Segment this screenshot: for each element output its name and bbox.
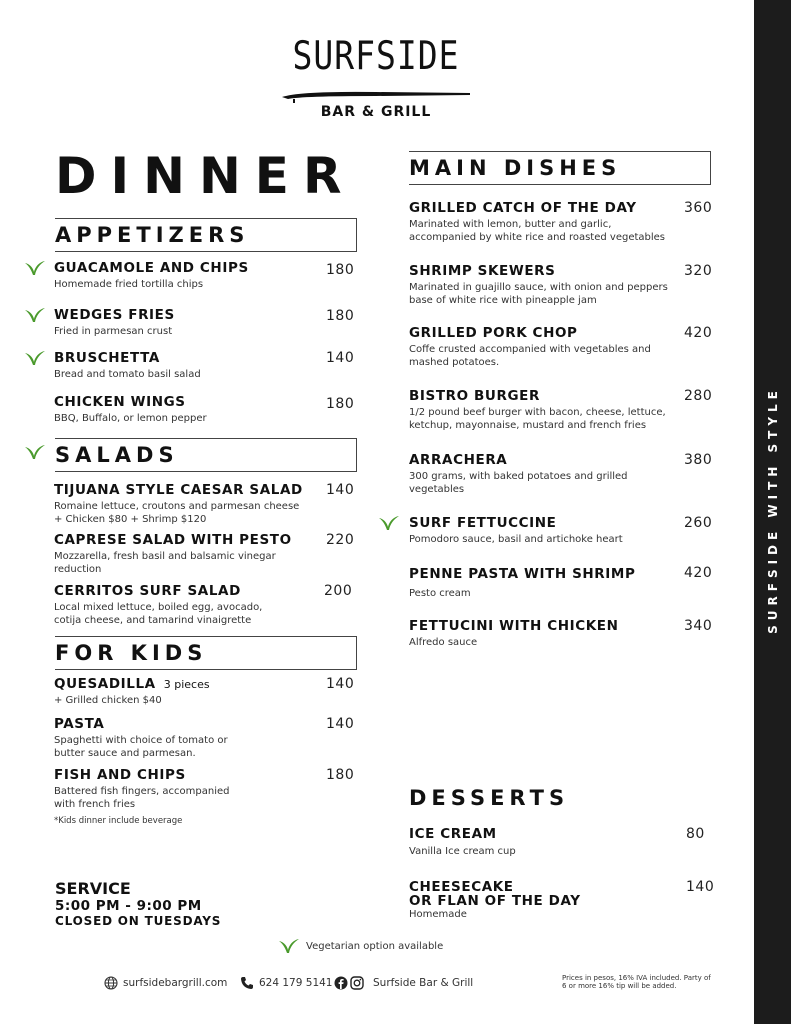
item-price: 180	[326, 396, 355, 412]
logo-title: SURFSIDE	[292, 32, 460, 79]
leaf-icon	[24, 444, 46, 460]
sidebar-band	[754, 0, 791, 1024]
item-price: 140	[686, 879, 715, 895]
menu-item	[54, 532, 292, 576]
item-name: WEDGES FRIES	[54, 307, 175, 323]
item-name: GRILLED PORK CHOP	[409, 325, 578, 341]
menu-item	[409, 325, 651, 369]
phone-text: 624 179 5141	[259, 977, 333, 989]
item-name: PENNE PASTA WITH SHRIMP	[409, 566, 636, 582]
menu-item	[54, 394, 207, 425]
menu-item	[409, 826, 516, 858]
menu-item	[54, 260, 249, 291]
menu-item	[409, 515, 623, 546]
item-price: 140	[326, 676, 355, 692]
menu-item	[409, 452, 628, 496]
pricing-fine-print: Prices in pesos, 16% IVA included. Party of 6 or more 16% tip will be added.	[562, 974, 711, 990]
item-name: TIJUANA STYLE CAESAR SALAD	[54, 482, 303, 498]
item-name: BISTRO BURGER	[409, 388, 540, 404]
item-description: Homemade	[409, 909, 467, 920]
item-price: 360	[684, 200, 713, 216]
item-description: 1/2 pound beef burger with bacon, cheese, lettuce,	[409, 407, 666, 418]
page-title: DINNER	[55, 147, 356, 205]
item-name: ARRACHERA	[409, 452, 508, 468]
item-description: BBQ, Buffalo, or lemon pepper	[54, 413, 207, 424]
item-description: Pesto cream	[409, 588, 471, 599]
item-name: CERRITOS SURF SALAD	[54, 583, 241, 599]
menu-item	[409, 880, 581, 921]
item-price: 180	[326, 308, 355, 324]
item-name: CHICKEN WINGS	[54, 394, 186, 410]
item-note: 3 pieces	[163, 678, 210, 691]
instagram-icon[interactable]	[350, 976, 364, 990]
phone-icon	[240, 976, 254, 990]
item-price: 320	[684, 263, 713, 279]
menu-item	[409, 618, 619, 649]
item-description: reduction	[54, 564, 102, 575]
item-price: 180	[326, 767, 355, 783]
leaf-icon	[24, 260, 46, 276]
menu-item	[54, 307, 175, 338]
menu-item	[54, 482, 303, 526]
main-dishes-heading: MAIN DISHES	[409, 151, 711, 185]
item-price: 260	[684, 515, 713, 531]
leaf-icon	[378, 515, 400, 531]
item-description: Coffe crusted accompanied with vegetables and	[409, 344, 651, 355]
item-description: with french fries	[54, 799, 136, 810]
item-name: FISH AND CHIPS	[54, 767, 186, 783]
item-name: GRILLED CATCH OF THE DAY	[409, 200, 637, 216]
item-description: Spaghetti with choice of tomato or	[54, 735, 228, 746]
item-description: butter sauce and parmesan.	[54, 748, 196, 759]
service-hours-block	[55, 880, 221, 928]
vegetarian-legend-text: Vegetarian option available	[306, 940, 444, 952]
item-description: vegetables	[409, 484, 465, 495]
leaf-icon	[24, 350, 46, 366]
item-description: accompanied by white rice and roasted vegetables	[409, 232, 666, 243]
menu-item	[409, 200, 665, 244]
item-description: Alfredo sauce	[409, 637, 478, 648]
item-price: 420	[684, 565, 713, 581]
sidebar-slogan: SURFSIDE WITH STYLE	[765, 386, 780, 634]
logo-subtitle: BAR & GRILL	[320, 104, 432, 120]
item-description: 300 grams, with baked potatoes and grilled	[409, 471, 628, 482]
menu-item	[409, 263, 668, 307]
item-name: CAPRESE SALAD WITH PESTO	[54, 532, 292, 548]
globe-icon	[104, 976, 118, 990]
item-price: 340	[684, 618, 713, 634]
menu-item	[54, 767, 229, 811]
item-description: Romaine lettuce, croutons and parmesan cheese	[54, 501, 300, 512]
salads-heading: SALADS	[55, 438, 357, 472]
phone-link[interactable]	[240, 976, 332, 990]
item-description: + Chicken $80 + Shrimp $120	[54, 514, 207, 525]
item-description: Vanilla Ice cream cup	[409, 846, 516, 857]
surfboard-icon	[280, 90, 472, 104]
item-price: 180	[326, 262, 355, 278]
vegetarian-legend	[278, 938, 443, 954]
item-description: Fried in parmesan crust	[54, 326, 173, 337]
item-price: 140	[326, 482, 355, 498]
item-description: + Grilled chicken $40	[54, 695, 162, 706]
desserts-heading: DESSERTS	[409, 786, 570, 810]
item-price: 80	[686, 826, 705, 842]
social-links[interactable]	[334, 976, 473, 990]
item-name: OR FLAN OF THE DAY	[409, 893, 581, 909]
item-description: Battered fish fingers, accompanied	[54, 786, 230, 797]
menu-item	[54, 716, 228, 760]
item-description: Local mixed lettuce, boiled egg, avocado,	[54, 602, 263, 613]
item-name: SHRIMP SKEWERS	[409, 263, 556, 279]
appetizers-heading: APPETIZERS	[55, 218, 357, 252]
social-text: Surfside Bar & Grill	[373, 977, 474, 989]
kids-heading: FOR KIDS	[55, 636, 357, 670]
item-description: mashed potatoes.	[409, 357, 500, 368]
item-description: Homemade fried tortilla chips	[54, 279, 204, 290]
item-price: 380	[684, 452, 713, 468]
item-name: CHEESECAKE	[409, 879, 514, 895]
item-name: ICE CREAM	[409, 826, 497, 842]
item-price: 140	[326, 350, 355, 366]
facebook-icon[interactable]	[334, 976, 348, 990]
item-price: 220	[326, 532, 355, 548]
menu-item	[54, 676, 210, 707]
menu-item	[409, 566, 635, 600]
website-text: surfsidebargrill.com	[123, 977, 228, 989]
item-price: 200	[324, 583, 353, 599]
item-description: base of white rice with pineapple jam	[409, 295, 597, 306]
item-description: Pomodoro sauce, basil and artichoke heart	[409, 534, 623, 545]
item-name: SURF FETTUCCINE	[409, 515, 557, 531]
item-description: cotija cheese, and tamarind vinaigrette	[54, 615, 252, 626]
item-price: 140	[326, 716, 355, 732]
service-title: SERVICE	[55, 879, 131, 898]
service-closed-day: CLOSED ON TUESDAYS	[55, 914, 222, 928]
leaf-icon	[278, 938, 300, 954]
item-name: FETTUCINI WITH CHICKEN	[409, 618, 619, 634]
menu-item	[54, 350, 201, 381]
menu-item	[54, 583, 262, 627]
item-name: GUACAMOLE AND CHIPS	[54, 260, 249, 276]
kids-footnote: *Kids dinner include beverage	[54, 816, 183, 826]
leaf-icon	[24, 307, 46, 323]
item-description: Bread and tomato basil salad	[54, 369, 201, 380]
item-name: BRUSCHETTA	[54, 350, 160, 366]
website-link[interactable]	[104, 976, 227, 990]
item-price: 420	[684, 325, 713, 341]
item-description: Marinated in guajillo sauce, with onion and peppers	[409, 282, 668, 293]
logo	[280, 32, 472, 126]
item-name: QUESADILLA 3 pieces	[54, 676, 210, 692]
item-description: Mozzarella, fresh basil and balsamic vinegar	[54, 551, 276, 562]
menu-item	[409, 388, 666, 432]
item-description: Marinated with lemon, butter and garlic,	[409, 219, 612, 230]
item-description: ketchup, mayonnaise, mustard and french fries	[409, 420, 647, 431]
item-price: 280	[684, 388, 713, 404]
service-hours: 5:00 PM - 9:00 PM	[55, 898, 202, 914]
item-name: PASTA	[54, 716, 105, 732]
